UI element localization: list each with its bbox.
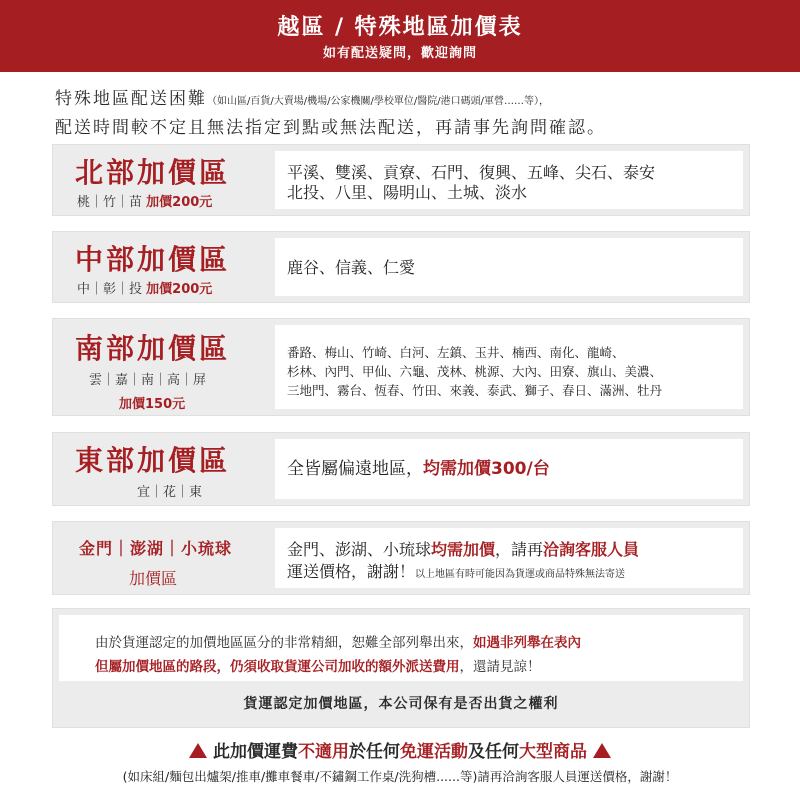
islands-contact: 洽詢客服人員 xyxy=(543,540,640,559)
region-surcharge: 加價150元 xyxy=(119,397,186,412)
warning-line xyxy=(0,737,800,762)
islands-please: ，請再 xyxy=(495,540,544,559)
islands-surcharge: 均需加價 xyxy=(431,540,496,559)
region-north-areas xyxy=(275,151,743,209)
area-line: 鹿谷、信義、仁愛 xyxy=(287,258,416,277)
warning-text: 此加價運費 xyxy=(213,742,298,762)
area-line: 平溪、雙溪、貢寮、石門、復興、五峰、尖石、泰安 xyxy=(287,163,656,182)
region-east-label xyxy=(53,433,275,505)
region-surcharge: 加價200元 xyxy=(146,282,213,297)
region-surcharge: 加價200元 xyxy=(146,195,213,210)
area-line: 三地門、霧台、恆春、竹田、來義、泰武、獅子、春日、滿洲、牡丹 xyxy=(287,383,663,398)
region-name: 中部加價區 xyxy=(75,243,231,276)
islands-list: 金門、澎湖、小琉球 xyxy=(287,540,432,559)
islands-small-note: 以上地區有時可能因為貨運或商品特殊無法寄送 xyxy=(415,569,626,580)
islands-thanks: 運送價格，謝謝！ xyxy=(287,562,416,581)
note-line-2 xyxy=(95,655,541,675)
region-north xyxy=(52,144,750,216)
region-name: 北部加價區 xyxy=(75,156,231,189)
intro-text xyxy=(55,86,775,141)
region-east xyxy=(52,432,750,506)
intro-line-1-main: 特殊地區配送困難 xyxy=(55,89,207,109)
region-south-areas xyxy=(275,325,743,409)
region-south xyxy=(52,318,750,416)
region-name: 東部加價區 xyxy=(75,444,231,477)
region-sub xyxy=(77,278,212,297)
page-title: 越區 / 特殊地區加價表 xyxy=(277,15,523,40)
warning-not-applicable: 不適用 xyxy=(298,742,349,762)
intro-line-2: 配送時間較不定且無法指定到點或無法配送，再請事先詢問確認。 xyxy=(55,118,606,138)
region-sub xyxy=(77,191,212,210)
intro-line-1-small: （如山區/百貨/大賣場/機場/公家機關/學校單位/醫院/港口碼頭/軍營……等）， xyxy=(207,96,549,107)
area-line: 北投、八里、陽明山、土城、淡水 xyxy=(287,183,528,202)
warning-triangle-icon xyxy=(593,743,611,758)
region-sub-plain: 中｜彰｜投 xyxy=(77,282,143,297)
note-footer: 貨運認定加價地區，本公司保有是否出貨之權利 xyxy=(243,696,559,712)
region-islands-label xyxy=(53,522,275,594)
note-line-1 xyxy=(95,631,581,651)
warning-text: 及任何 xyxy=(468,742,519,762)
region-surcharge: 加價區 xyxy=(129,569,178,588)
east-text-plain: 全皆屬偏遠地區， xyxy=(287,459,423,479)
area-line xyxy=(287,562,625,585)
region-sub-plain: 桃｜竹｜苗 xyxy=(77,195,143,210)
area-line xyxy=(287,459,550,479)
region-sub: 宜｜花｜東 xyxy=(137,485,203,500)
region-name: 金門｜澎湖｜小琉球 xyxy=(79,539,233,558)
intro-line-1 xyxy=(55,86,775,115)
warning-free-shipping: 免運活動 xyxy=(400,742,468,762)
region-central-label xyxy=(53,232,275,302)
note-line-1-plain: 由於貨運認定的加價地區區分的非常精細，恕難全部列舉出來， xyxy=(95,635,473,651)
region-sub: 雲｜嘉｜南｜高｜屏 xyxy=(89,373,207,388)
page-subtitle: 如有配送疑問，歡迎詢問 xyxy=(322,46,477,61)
east-surcharge: 均需加價300/台 xyxy=(423,459,550,479)
note-line-2-plain: ，還請見諒！ xyxy=(459,659,541,675)
region-central-areas xyxy=(275,238,743,296)
region-islands xyxy=(52,521,750,595)
area-line: 番路、梅山、竹崎、白河、左鎮、玉井、楠西、南化、龍崎、 xyxy=(287,345,625,360)
page-header xyxy=(0,0,800,72)
warning-large-items: 大型商品 xyxy=(519,742,587,762)
note-box xyxy=(52,608,750,728)
area-line xyxy=(287,540,639,560)
note-line-1-red: 如遇非列舉在表內 xyxy=(473,635,581,651)
region-central xyxy=(52,231,750,303)
warning-triangle-icon xyxy=(189,743,207,758)
note-line-2-red: 但屬加價地區的路段，仍須收取貨運公司加收的額外派送費用 xyxy=(95,659,460,675)
bottom-note: (如床組/麵包出爐架/推車/攤車餐車/不鏽鋼工作桌/洗狗槽......等)請再洽詢客服人員運送價格，謝謝！ xyxy=(122,769,678,784)
warning-text: 於任何 xyxy=(349,742,400,762)
region-east-areas xyxy=(275,439,743,499)
note-inner xyxy=(59,615,743,681)
area-line: 杉林、內門、甲仙、六龜、茂林、桃源、大內、田寮、旗山、美濃、 xyxy=(287,364,663,379)
region-north-label xyxy=(53,145,275,215)
region-name: 南部加價區 xyxy=(75,332,231,365)
region-islands-areas xyxy=(275,528,743,588)
region-south-label xyxy=(53,319,275,415)
